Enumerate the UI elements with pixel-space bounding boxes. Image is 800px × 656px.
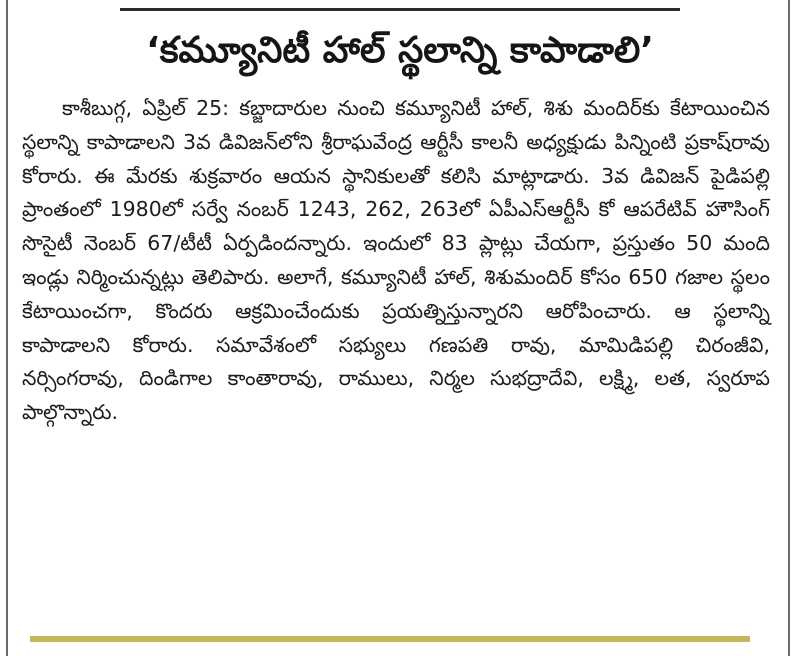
left-border-rule: [6, 0, 8, 656]
right-border-rule: [788, 0, 790, 656]
article-headline: ‘కమ్యూనిటీ హాల్ స్థలాన్ని కాపాడాలి’: [146, 30, 654, 71]
cropped-previous-headline: [120, 0, 680, 11]
bottom-color-strip: [30, 636, 750, 642]
article-body: కాశీబుగ్గ, ఏప్రిల్ 25: కబ్జాదారుల నుంచి కమ్యూనిటీ హాల్, శిశు మందిర్‌కు కేటాయించిన స్థలాన్ని కాపాడాలని 3వ డివిజన్‌లోని శ్రీరాఘవేంద్ర ఆర్టీసీ కాలనీ అధ్యక్షుడు పిన్నింటి ప్రకాష్‌రావు కోరారు. ఈ మేరకు శుక్రవారం ఆయన స్థానికులతో కలిసి మాట్లాడారు. 3వ డివిజన్ పైడిపల్లి ప్రాంతంలో 1980లో సర్వే నంబర్ 1243, 262, 263లో ఏపీఎస్ఆర్టీసీ కో ఆపరేటివ్ హౌసింగ్ సొసైటీ నెంబర్ 67/టీటీ ఏర్పడిందన్నారు. ఇందులో 83 ప్లాట్లు చేయగా, ప్రస్తుతం 50 మంది ఇండ్లు నిర్మించున్నట్లు తెలిపారు. అలాగే, కమ్యూనిటీ హాల్, శిశుమందిర్ కోసం 650 గజాల స్థలం కేటాయించగా, కొందరు ఆక్రమించేందుకు ప్రయత్నిస్తున్నారని ఆరోపించారు. ఆ స్థలాన్ని కాపాడాలని కోరారు. సమావేశంలో సభ్యులు గణపతి రావు, మామిడిపల్లి చిరంజీవి, నర్సింగరావు, దిండిగాల కాంతారావు, రాములు, నిర్మల సుభద్రాదేవి, లక్ష్మి, లత, స్వరూప పాల్గొన్నారు.: [22, 96, 770, 425]
